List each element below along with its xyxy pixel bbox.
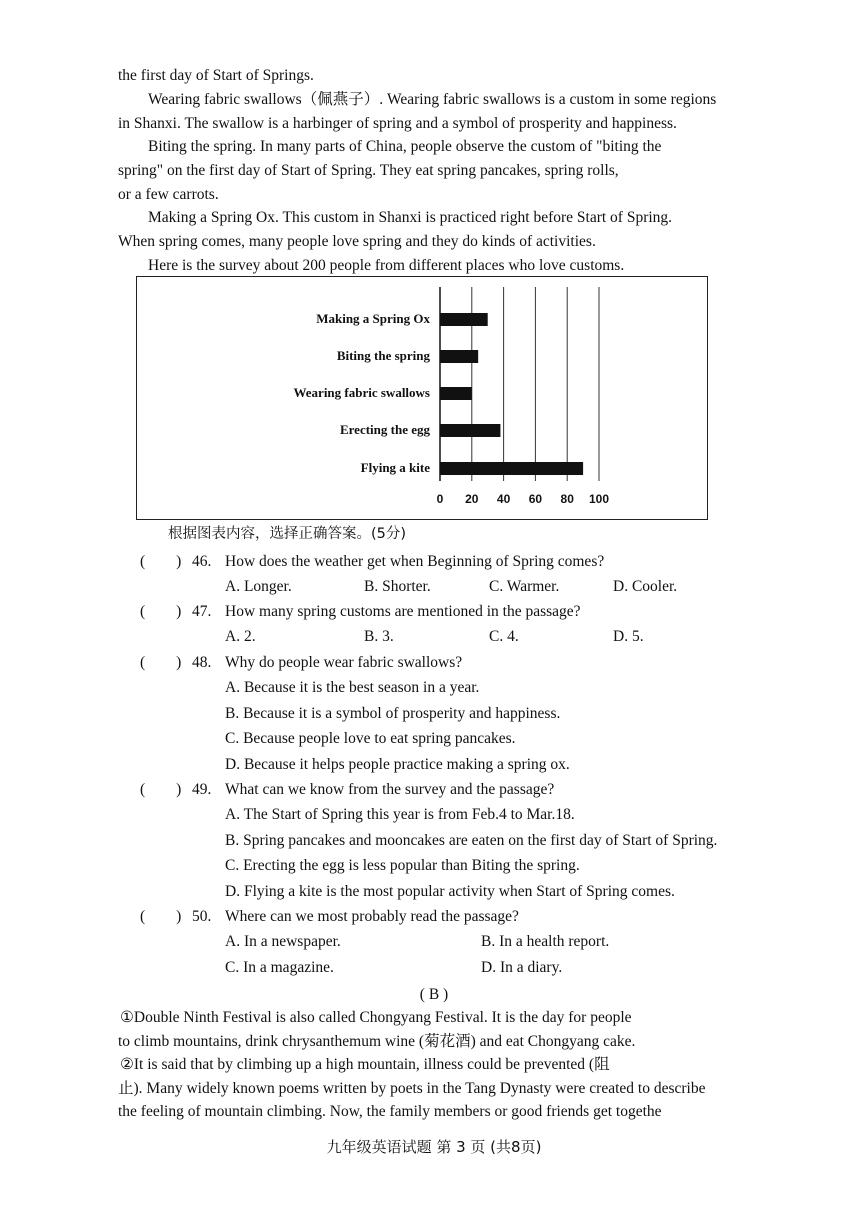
option-c: C. Because people love to eat spring pancakes. [225, 730, 516, 747]
option-b: B. Spring pancakes and mooncakes are eaten on the first day of Start of Spring. [225, 831, 718, 849]
passage-b-line: to climb mountains, drink chrysanthemum wine (菊花酒) and eat Chongyang cake. [118, 1033, 636, 1050]
option-b: B. In a health report. [481, 933, 610, 950]
option-d: D. Flying a kite is the most popular activity when Start of Spring comes. [225, 882, 675, 900]
option-a: A. In a newspaper. [225, 933, 341, 950]
passage-line: Here is the survey about 200 people from different places who love customs. [148, 257, 625, 274]
x-tick-label: 0 [436, 492, 444, 506]
x-tick-label: 80 [560, 492, 574, 506]
option-a: A. Because it is the best season in a year. [225, 679, 480, 696]
category-label: Making a Spring Ox [316, 311, 430, 326]
question-number: 46. [192, 553, 212, 570]
option-c: C. 4. [489, 628, 519, 645]
option-a: A. The Start of Spring this year is from Feb.4 to Mar.18. [225, 806, 575, 823]
passage-b-line: 止). Many widely known poems written by poets in the Tang Dynasty were created to describe [118, 1080, 706, 1097]
question-text: What can we know from the survey and the passage? [225, 781, 555, 798]
question-text: Why do people wear fabric swallows? [225, 654, 463, 671]
x-tick-label: 100 [588, 492, 610, 506]
bar-chart [137, 277, 707, 519]
option-a: A. Longer. [225, 578, 292, 595]
category-label: Biting the spring [336, 348, 430, 363]
passage-line: Wearing fabric swallows（佩燕子）. Wearing fabric swallows is a custom in some regions [148, 91, 717, 108]
category-label: Wearing fabric swallows [293, 385, 430, 400]
survey-chart [136, 276, 708, 520]
answer-blank[interactable]: ( ) [140, 781, 182, 798]
category-label: Erecting the egg [339, 422, 430, 437]
category-label: Flying a kite [360, 460, 430, 475]
bar [440, 313, 488, 326]
passage-line: or a few carrots. [118, 186, 219, 203]
option-d: D. Cooler. [613, 578, 678, 595]
passage-b-line: ②It is said that by climbing up a high mountain, illness could be prevented (阻 [120, 1056, 610, 1073]
bar [440, 424, 500, 437]
answer-blank[interactable]: ( ) [140, 603, 182, 620]
passage-b-line: ①Double Ninth Festival is also called Chongyang Festival. It is the day for people [120, 1009, 632, 1026]
option-d: D. 5. [613, 628, 644, 645]
bar [440, 462, 583, 475]
x-tick-label: 60 [528, 492, 543, 506]
option-b: B. Shorter. [364, 578, 431, 595]
question-number: 49. [192, 781, 212, 798]
passage-line: When spring comes, many people love spring and they do kinds of activities. [118, 233, 596, 250]
question-text: How does the weather get when Beginning of Spring comes? [225, 553, 605, 570]
bar [440, 350, 478, 363]
option-c: C. Erecting the egg is less popular than Biting the spring. [225, 857, 580, 874]
passage-line: in Shanxi. The swallow is a harbinger of spring and a symbol of prosperity and happiness. [118, 115, 677, 132]
option-d: D. In a diary. [481, 958, 563, 976]
question-text: How many spring customs are mentioned in the passage? [225, 603, 581, 620]
option-b: B. Because it is a symbol of prosperity and happiness. [225, 704, 561, 722]
section-b-title: ( B ) [419, 986, 449, 1003]
option-a: A. 2. [225, 628, 256, 645]
option-d: D. Because it helps people practice making a spring ox. [225, 755, 570, 773]
question-number: 50. [192, 908, 212, 925]
passage-line: Making a Spring Ox. This custom in Shanxi is practiced right before Start of Spring. [148, 209, 673, 226]
instruction-text: 根据图表内容，选择正确答案。(5分) [168, 526, 407, 542]
x-tick-label: 40 [496, 492, 511, 506]
bar [440, 387, 472, 400]
option-b: B. 3. [364, 628, 394, 645]
page-footer: 九年级英语试题 第 3 页 (共8页) [326, 1138, 542, 1156]
answer-blank[interactable]: ( ) [140, 908, 182, 925]
x-tick-label: 20 [465, 492, 479, 506]
passage-line: spring" on the first day of Start of Spring. They eat spring pancakes, spring rolls, [118, 162, 619, 179]
question-text: Where can we most probably read the passage? [225, 908, 519, 925]
question-number: 47. [192, 603, 212, 620]
answer-blank[interactable]: ( ) [140, 553, 182, 570]
passage-b-line: the feeling of mountain climbing. Now, the family members or good friends get togethe [118, 1103, 662, 1120]
question-number: 48. [192, 654, 212, 671]
option-c: C. Warmer. [489, 578, 560, 595]
passage-line: Biting the spring. In many parts of China, people observe the custom of "biting the [148, 138, 662, 155]
passage-line: the first day of Start of Springs. [118, 67, 314, 84]
answer-blank[interactable]: ( ) [140, 654, 182, 671]
option-c: C. In a magazine. [225, 958, 334, 976]
